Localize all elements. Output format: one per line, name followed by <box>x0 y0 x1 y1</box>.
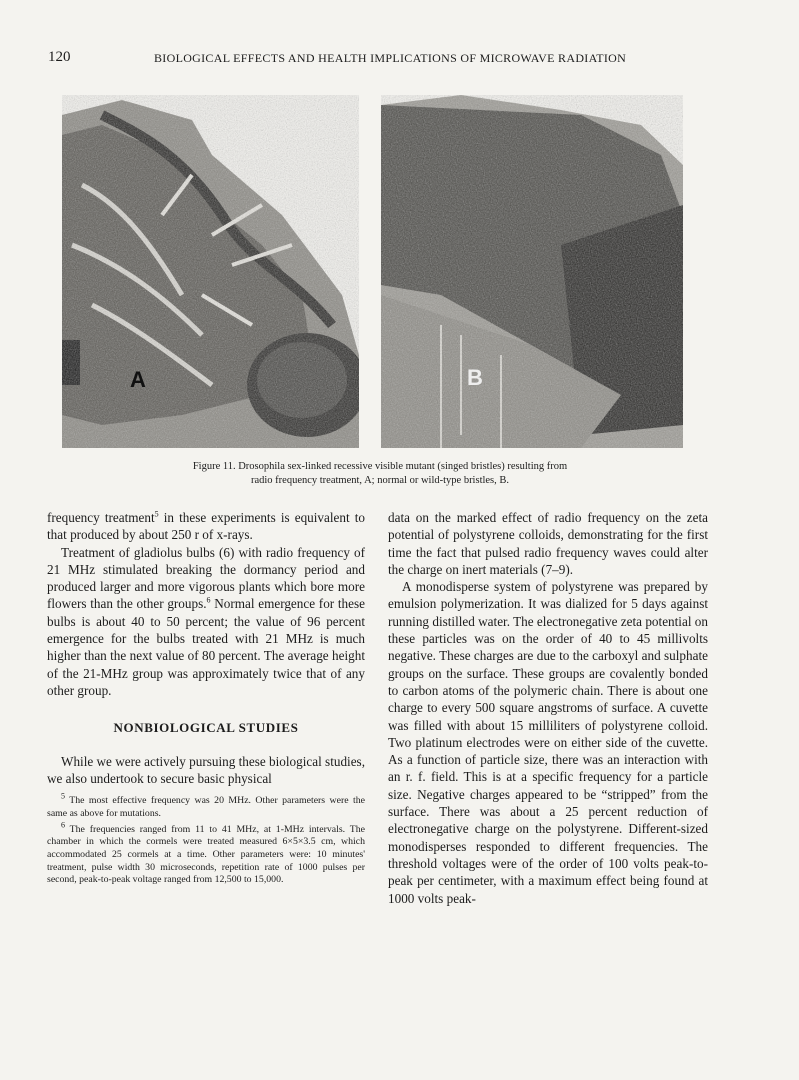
paragraph: data on the marked effect of radio frequency on the zeta potential of polystyrene colloids, demonstrating for the first time the fact that pulsed radio frequency waves could alter the charge on inert materials (7–9). <box>388 510 708 577</box>
paragraph <box>47 509 365 544</box>
footnote <box>47 791 365 820</box>
panel-b-label: B <box>467 365 483 390</box>
figure-caption <box>120 460 640 488</box>
figure-panel-a <box>62 95 359 448</box>
left-column <box>47 509 365 890</box>
paragraph: While we were actively pursuing these biological studies, we also undertook to secure basic physical <box>47 753 365 786</box>
footnote-ref: 6 <box>206 596 211 606</box>
footnote-text: The most effective frequency was 20 MHz. Other parameters were the same as above for mutations. <box>47 795 365 819</box>
paragraph-text: in these experiments is equivalent to that produced by about 250 r of x-rays. <box>47 510 365 543</box>
drosophila-wildtype-photo <box>381 95 683 448</box>
paragraph-text: Normal emergence for these bulbs is about 40 to 50 percent; the value of 96 percent emergence for the bulbs treated with 21 MHz is much higher than the next value of 80 percent. The average height of the 21-MHz group was approximately twice that of any other group. <box>47 596 365 698</box>
footnote-text: The frequencies ranged from 11 to 41 MHz, at 1-MHz intervals. The chamber in which the cormels were treated measured 6×5×3.5 cm, which accommodated 25 cormels at a time. Other parameters were: 10 minutes' treatment, pulse width 30 microseconds, repetition rate of 1000 pulses per second, peak-to-peak voltage ranged from 12,500 to 15,000. <box>47 823 365 886</box>
paragraph <box>47 544 365 700</box>
paragraph-text: Treatment of gladiolus bulbs (6) with radio frequency of 21 MHz stimulated breaking the dormancy period and produced larger and more vigorous plants which bore more flowers than the other groups. <box>47 544 365 612</box>
caption-line-2: radio frequency treatment, A; normal or wild-type bristles, B. <box>250 475 510 486</box>
caption-line-1: Figure 11. Drosophila sex-linked recessive visible mutant (singed bristles) resulting from <box>192 461 568 472</box>
panel-a-label: A <box>130 367 146 392</box>
page-number: 120 <box>48 49 71 65</box>
footnotes <box>47 791 365 887</box>
page-header <box>20 49 779 69</box>
footnote-marker: 6 <box>61 820 65 830</box>
figure-panel-b <box>381 95 683 448</box>
section-heading: NONBIOLOGICAL STUDIES <box>113 720 299 736</box>
footnote-ref: 5 <box>154 509 159 519</box>
right-column <box>388 509 708 907</box>
paragraph: A monodisperse system of polystyrene was prepared by emulsion polymerization. It was dialized for 5 days against running distilled water. The electronegative zeta potential on these particles was on the order of 40 to 45 millivolts negative. These charges are due to the carboxyl and sulphate groups on the surface. These groups are covalently bonded to carbon atoms of the polymeric chain. There is about one charge to every 500 square angstroms of surface. A cuvette was filled with about 15 milliliters of polystyrene colloid. Two platinum electrodes were on either side of the cuvette. As a function of particle size, there was an interaction with an r. f. field. This is at a specific frequency for a particle size. Negative charges appeared to be “stripped” from the surface. There was about a 25 percent reduction of electronegative charge on the polystyrene. Different-sized monodisperses responded to different frequencies. The threshold voltages were of the order of 100 volts peak-to-peak per centimeter, with a maximum effect being found at 1000 volts peak- <box>388 579 708 906</box>
footnote <box>47 820 365 888</box>
paragraph-text: frequency treatment <box>47 510 155 525</box>
running-title: BIOLOGICAL EFFECTS AND HEALTH IMPLICATIONS OF MICROWAVE RADIATION <box>154 51 627 65</box>
drosophila-mutant-photo <box>62 95 359 448</box>
footnote-marker: 5 <box>61 791 65 801</box>
